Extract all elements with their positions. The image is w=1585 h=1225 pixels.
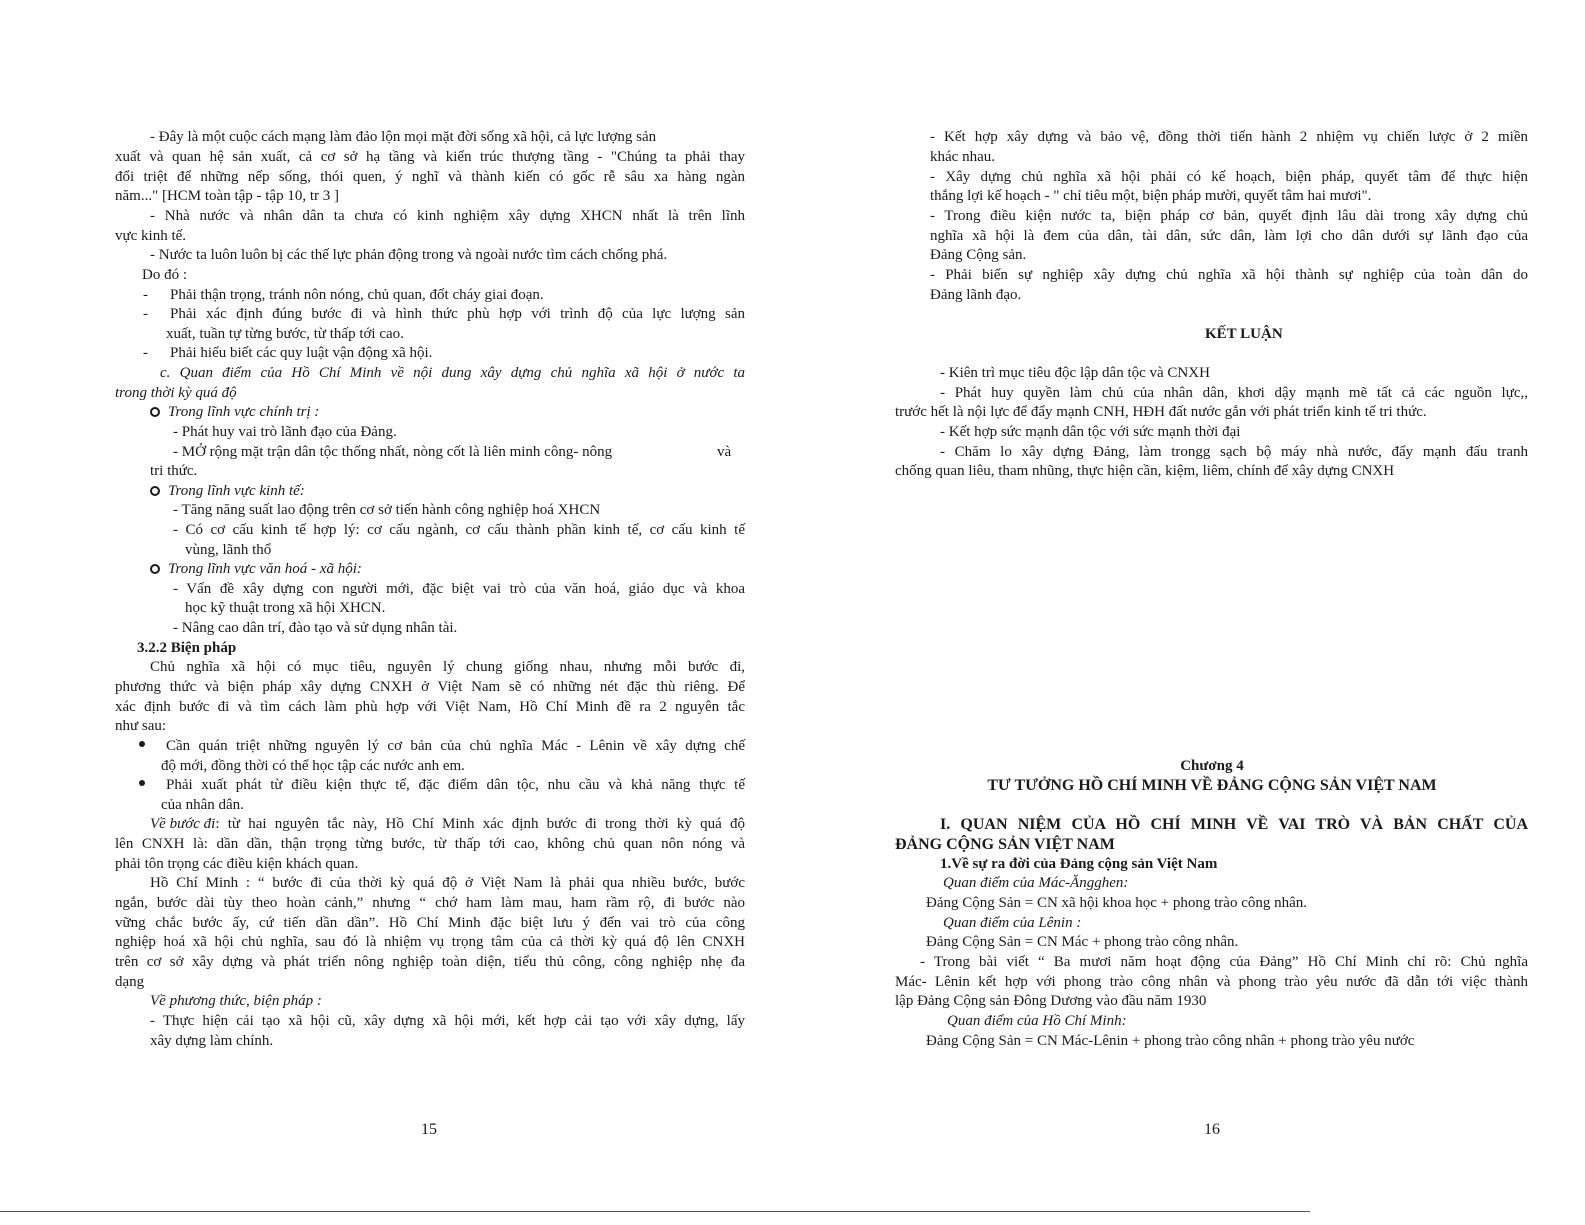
conclusion-title: KẾT LUẬN (1205, 326, 1283, 342)
text-line: trên cơ sở xây dựng và phát triển nông nghiệp toàn diện, tiểu thủ công, công nghiệp nhẹ đa (115, 954, 745, 970)
open-circle-bullet-icon (150, 407, 160, 417)
text-line: lên CNXH là: dần dần, thận trọng từng bước, từ thấp tới cao, không chủ quan nôn nóng và (115, 836, 745, 852)
text-line: thắng lợi kế hoạch - " chỉ tiêu một, biện pháp mười, quyết tâm hai mươi". (930, 188, 1372, 204)
text-line: - Nhà nước và nhân dân ta chưa có kinh nghiệm xây dựng XHCN nhất là trên lĩnh (150, 208, 745, 224)
text-line: năm..." [HCM toàn tập - tập 10, tr 3 ] (115, 188, 339, 204)
list-item: học kỹ thuật trong xã hội XHCN. (185, 600, 386, 616)
text-line: - Trong bài viết “ Ba mươi năm hoạt động của Đảng” Hồ Chí Minh chỉ rõ: Chủ nghĩa (920, 954, 1528, 970)
text-line: - Trong điều kiện nước ta, biện pháp cơ bản, quyết định lâu dài trong xây dựng chủ (930, 208, 1528, 224)
bullet-item: độ mới, đồng thời có thể học tập các nước anh em. (161, 758, 465, 774)
bottom-rule (0, 1211, 1310, 1212)
text-line: - Chăm lo xây dựng Đảng, làm trongg sạch bộ máy nhà nước, đẩy mạnh đấu tranh (940, 444, 1528, 460)
text-line: lập Đảng Cộng sản Đông Dương vào đầu năm 1930 (895, 993, 1207, 1009)
open-circle-bullet-icon (150, 564, 160, 574)
list-item: - MỞ rộng mặt trận dân tộc thống nhất, nòng cốt là liên minh công- nông (173, 444, 613, 460)
text-line: đổi triệt để những nếp sống, thói quen, ý nghĩ và thành kiến có gốc rễ sâu xa hàng ngàn (115, 169, 745, 185)
subheading: Quan điểm của Hồ Chí Minh: (947, 1013, 1127, 1029)
dash-marker: - (143, 287, 148, 303)
text-line: xuất và quan hệ sản xuất, cả cơ sở hạ tầng và kiến trúc thượng tầng - "Chúng ta phải thay (115, 149, 745, 165)
text-line: - Xây dựng chủ nghĩa xã hội phải có kế hoạch, biện pháp, quyết tâm để thực hiện (930, 169, 1528, 185)
list-item: - Phát huy vai trò lãnh đạo của Đảng. (173, 424, 397, 440)
text-line: - Phải biến sự nghiệp xây dựng chủ nghĩa xã hội thành sự nghiệp của toàn dân do (930, 267, 1528, 283)
subheading-politics: Trong lĩnh vực chính trị : (150, 403, 319, 423)
left-page (0, 0, 792, 1225)
section-heading: ĐẢNG CỘNG SẢN VIỆT NAM (895, 836, 1115, 853)
chapter-number: Chương 4 (1180, 758, 1244, 774)
text-line: vững chắc bước ấy, cứ tiến dần dần”. Hồ Chí Minh đặc biệt lưu ý đến vai trò của công (115, 915, 745, 931)
list-item: - Có cơ cấu kinh tế hợp lý: cơ cấu ngành, cơ cấu thành phần kinh tế, cơ cấu kinh tế (173, 522, 745, 538)
bullet-item: Cần quán triệt những nguyên lý cơ bản của chủ nghĩa Mác - Lênin về xây dựng chế (166, 738, 745, 754)
dash-item: xuất, tuần tự từng bước, từ thấp tới cao. (166, 326, 404, 342)
text-line: Mác- Lênin kết hợp với phong trào công nhân và phong trào yêu nước đã dẫn tới việc thành (895, 974, 1528, 990)
text-line: trước hết là nội lực để đẩy mạnh CNH, HĐH đất nước gắn với phát triển kinh tế tri thức. (895, 404, 1427, 420)
bullet-item: Phải xuất phát từ điều kiện thực tế, đặc điểm dân tộc, nhu cầu và khả năng thực tế (166, 777, 745, 793)
text-line: nghĩa xã hội là đem của dân, tài dân, sức dân, làm lợi cho dân dưới sự lãnh đạo của (930, 228, 1528, 244)
filled-dot-bullet-icon (139, 780, 145, 786)
formula-line: Đảng Cộng Sản = CN xã hội khoa học + phong trào công nhân. (926, 895, 1308, 911)
section-title: 3.2.2 Biện pháp (137, 640, 237, 656)
list-item: - Nâng cao dân trí, đào tạo và sử dụng nhân tài. (173, 620, 458, 636)
section-heading: I. QUAN NIỆM CỦA HỒ CHÍ MINH VỀ VAI TRÒ VÀ BẢN CHẤT CỦA (940, 816, 1528, 833)
dash-marker: - (143, 345, 148, 361)
text-line: dạng (115, 974, 145, 990)
text-line: - Kiên trì mục tiêu độc lập dân tộc và CNXH (940, 365, 1210, 381)
text-line: phương thức và biện pháp xây dựng CNXH ở Việt Nam sẽ có những nét đặc thù riêng. Để (115, 679, 745, 695)
text-line: - Nước ta luôn luôn bị các thế lực phản động trong và ngoài nước tìm cách chống phá. (150, 247, 668, 263)
subheading: Quan điểm của Lênin : (943, 915, 1082, 931)
text-line: Về bước đi : từ hai nguyên tắc này, Hồ Chí Minh xác định bước đi trong thời kỳ quá độ (150, 816, 745, 832)
bullet-marker (139, 776, 145, 796)
open-circle-bullet-icon (150, 486, 160, 496)
dash-marker: - (143, 306, 148, 322)
text-line: ngắn, bước dài tùy theo hoàn cảnh,” nhưng “ chớ ham làm mau, ham rầm rộ, đi bước nào (115, 895, 745, 911)
text-line: Đảng Cộng sản. (930, 247, 1027, 263)
section-heading: c. Quan điểm của Hồ Chí Minh về nội dung xây dựng chủ nghĩa xã hội ở nước ta (160, 365, 745, 381)
section-heading: trong thời kỳ quá độ (115, 385, 237, 401)
text-line: xác định bước đi và tìm cách làm phù hợp với Việt Nam, Hồ Chí Minh đề ra 2 nguyên tắc (115, 699, 745, 715)
bullet-marker (139, 737, 145, 757)
subheading: Về phương thức, biện pháp : (150, 993, 322, 1009)
text-line: chống quan liêu, tham nhũng, thực hiện cần, kiệm, liêm, chính để xây dựng CNXH (895, 463, 1395, 479)
text-line: khác nhau. (930, 149, 995, 165)
text-line: Do đó : (142, 267, 187, 283)
dash-item: Phải hiểu biết các quy luật vận động xã hội. (170, 345, 433, 361)
subheading-culture: Trong lĩnh vực văn hoá - xã hội: (150, 560, 362, 580)
right-page (792, 0, 1585, 1225)
text-line: - Phát huy quyền làm chủ của nhân dân, khơi dậy mạnh mẽ tất cả các nguồn lực,, (940, 385, 1528, 401)
text-line: - Thực hiện cải tạo xã hội cũ, xây dựng xã hội mới, kết hợp cải tạo với xây dựng, lấy (150, 1013, 745, 1029)
chapter-title: TƯ TƯỞNG HỒ CHÍ MINH VỀ ĐẢNG CỘNG SẢN VIỆT NAM (987, 777, 1437, 794)
text-line: - Kết hợp xây dựng và bảo vệ, đồng thời tiến hành 2 nhiệm vụ chiến lược ở 2 miền (930, 129, 1528, 145)
list-item: và (717, 444, 732, 460)
formula-line: Đảng Cộng Sản = CN Mác-Lênin + phong trào công nhân + phong trào yêu nước (926, 1033, 1415, 1049)
subsection-title: 1.Về sự ra đời của Đảng cộng sản Việt Nam (940, 856, 1218, 872)
text-line: như sau: (115, 718, 167, 734)
text-line: nghiệp hoá xã hội chủ nghĩa, sau đó là nhiệm vụ trọng tâm của cả thời kỳ quá độ lên CNXH (115, 934, 745, 950)
filled-dot-bullet-icon (139, 741, 145, 747)
list-item: - Tăng năng suất lao động trên cơ sở tiến hành công nghiệp hoá XHCN (173, 502, 601, 518)
text-line: Hồ Chí Minh : “ bước đi của thời kỳ quá độ ở Việt Nam là phải qua nhiều bước, bước (150, 875, 745, 891)
page-number: 15 (421, 1121, 437, 1138)
text-line: vực kinh tế. (115, 228, 187, 244)
text-line: Chủ nghĩa xã hội có mục tiêu, nguyên lý chung giống nhau, nhưng mỗi bước đi, (150, 659, 745, 675)
text-line: phải tôn trọng các điều kiện khách quan. (115, 856, 359, 872)
text-line: - Đây là một cuộc cách mạng làm đảo lộn mọi mặt đời sống xã hội, cả lực lượng sản (150, 129, 657, 145)
bullet-item: của nhân dân. (161, 797, 244, 813)
list-item: tri thức. (150, 463, 198, 479)
subheading: Quan điểm của Mác-Ăngghen: (943, 875, 1129, 891)
text-line: Đảng lãnh đạo. (930, 287, 1022, 303)
page-number: 16 (1204, 1121, 1220, 1138)
list-item: - Vấn đề xây dựng con người mới, đặc biệt vai trò của văn hoá, giáo dục và khoa (173, 581, 745, 597)
subheading-economy: Trong lĩnh vực kinh tế: (150, 482, 305, 502)
dash-item: Phải xác định đúng bước đi và hình thức phù hợp với trình độ của lực lượng sản (170, 306, 745, 322)
formula-line: Đảng Cộng Sản = CN Mác + phong trào công nhân. (926, 934, 1239, 950)
dash-item: Phải thận trọng, tránh nôn nóng, chủ quan, đốt cháy giai đoạn. (170, 287, 544, 303)
text-line: xây dựng làm chính. (150, 1033, 274, 1049)
list-item: vùng, lãnh thổ (185, 542, 272, 558)
text-line: - Kết hợp sức mạnh dân tộc với sức mạnh thời đại (940, 424, 1241, 440)
